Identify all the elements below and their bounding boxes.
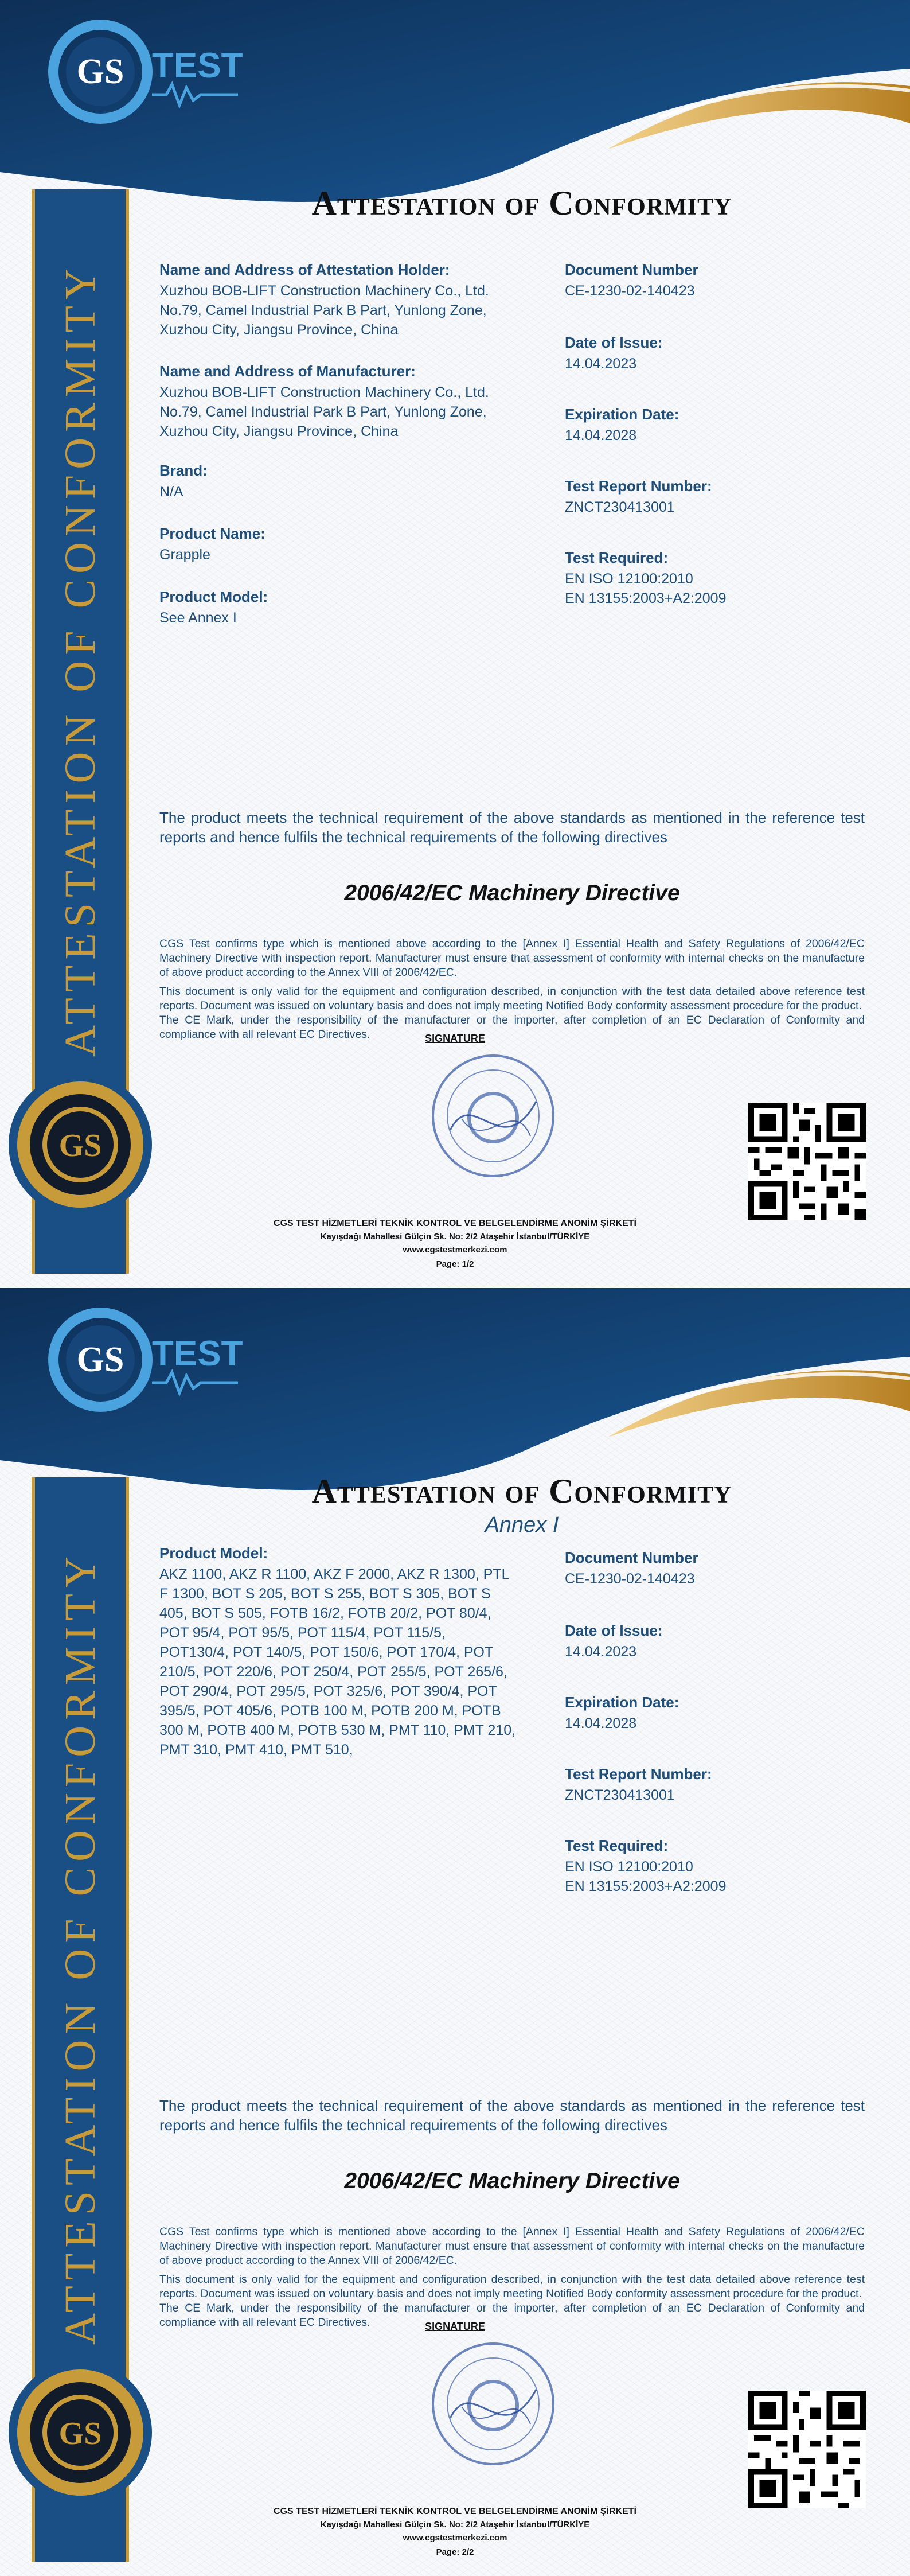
company-stamp-icon [427,2338,559,2470]
page-subtitle: Annex I [485,1513,559,1537]
product-model-value: See Annex I [159,610,237,626]
legal-paragraph: CGS Test confirms type which is mentioned above according to the [Annex I] Essential Health and Safety Regulations of 2006/42/EC Machinery Directive with inspection report. Manufacturer must ensure that assessment of conformity with internal checks on the manufacture of above product according to the Annex VIII of 2006/42/EC. [159,2225,865,2267]
cgs-gold-seal-icon [6,1070,155,1219]
test-report-label: Test Report Number: [565,1765,712,1783]
expiration-date-value: 14.04.2028 [565,427,637,443]
legal-paragraph: This document is only valid for the equipment and configuration described, in conjunction with the test data detailed above reference test reports. Document was issued on voluntary basis and does not imply meeting Notified Body conformity assessment procedure for the product. The CE Mark, under the responsibility of the manufacturer or the importer, after completion of an EC Declaration of Conformity and compliance with all relevant EC Directives. [159,985,865,1041]
test-required-label: Test Required: [565,549,669,566]
company-stamp-icon [427,1050,559,1182]
signature-label: SIGNATURE [425,2321,485,2332]
issue-date-value: 14.04.2023 [565,1644,637,1660]
logo-word: TEST [152,46,243,85]
document-number-label: Document Number [565,261,698,278]
logo-letters: GS [76,1340,124,1379]
brand-value: N/A [159,484,183,500]
brand-label: Brand: [159,462,208,479]
sidebar-vertical-title: ATTESTATION OF CONFORMITY [56,1551,104,2345]
footer-address: Kayışdağı Mahallesi Gülçin Sk. No: 2/2 Ataşehir İstanbul/TÜRKİYE [320,1232,590,1242]
page-title: Attestation of Conformity [311,1472,732,1510]
footer-website[interactable]: www.cgstestmerkezi.com [403,1245,507,1255]
directive-title: 2006/42/EC Machinery Directive [344,881,680,905]
manufacturer-value: Xuzhou BOB-LIFT Construction Machinery Co., Ltd. No.79, Camel Industrial Park B Part, Yunlong Zone, Xuzhou City, Jiangsu Province, China [159,384,489,439]
standards-statement: The product meets the technical requirement of the above standards as mentioned in the reference test reports and hence fulfils the technical requirements of the following directives [159,809,865,846]
cgs-test-logo [43,9,249,141]
page-number: Page: 2/2 [436,2547,474,2557]
expiration-date-label: Expiration Date: [565,1694,679,1711]
test-required-label: Test Required: [565,1837,669,1854]
expiration-date-value: 14.04.2028 [565,1715,637,1731]
qr-code-icon [748,1103,866,1220]
document-number-value: CE-1230-02-140423 [565,283,695,299]
issue-date-value: 14.04.2023 [565,356,637,372]
sidebar-vertical-title: ATTESTATION OF CONFORMITY [56,263,104,1057]
document-number-label: Document Number [565,1549,698,1566]
cgs-test-logo [43,1297,249,1429]
product-model-list: AKZ 1100, AKZ R 1100, AKZ F 2000, AKZ R 1300, PTL F 1300, BOT S 205, BOT S 255, BOT S 305, BOT S 405, BOT S 505, FOTB 16/2, FOTB 20/2, POT 80/4, POT 95/4, POT 95/5, POT 115/4, POT 115/5, POT130/4, POT 140/5, POT 150/6, POT 170/4, POT 210/5, POT 220/6, POT 250/4, POT 255/5, POT 265/6, POT 290/4, POT 295/5, POT 325/6, POT 390/4, POT 395/5, POT 405/6, POTB 100 M, POTB 200 M, POTB 300 M, POTB 400 M, POTB 530 M, PMT 110, PMT 210, PMT 310, PMT 410, PMT 510, [159,1566,516,1758]
product-model-label: Product Model: [159,1544,268,1562]
test-report-value: ZNCT230413001 [565,1787,675,1803]
test-required-value: EN ISO 12100:2010 EN 13155:2003+A2:2009 [565,1859,727,1894]
svg-text:GS: GS [58,1128,102,1164]
cgs-gold-seal-icon [6,2358,155,2507]
signature-label: SIGNATURE [425,1033,485,1044]
product-name-label: Product Name: [159,525,265,542]
footer-company: CGS TEST HİZMETLERİ TEKNİK KONTROL VE BELGELENDİRME ANONİM ŞİRKETİ [274,2507,636,2516]
issue-date-label: Date of Issue: [565,1622,663,1639]
svg-text:GS: GS [58,2416,102,2452]
directive-title: 2006/42/EC Machinery Directive [344,2169,680,2193]
holder-label: Name and Address of Attestation Holder: [159,261,450,278]
test-required-value: EN ISO 12100:2010 EN 13155:2003+A2:2009 [565,571,727,606]
standards-statement: The product meets the technical requirement of the above standards as mentioned in the reference test reports and hence fulfils the technical requirements of the following directives [159,2097,865,2134]
product-model-label: Product Model: [159,588,268,605]
footer-address: Kayışdağı Mahallesi Gülçin Sk. No: 2/2 Ataşehir İstanbul/TÜRKİYE [320,2520,590,2530]
issue-date-label: Date of Issue: [565,334,663,351]
product-name-value: Grapple [159,547,210,563]
document-number-value: CE-1230-02-140423 [565,1571,695,1587]
legal-paragraph: CGS Test confirms type which is mentioned above according to the [Annex I] Essential Health and Safety Regulations of 2006/42/EC Machinery Directive with inspection report. Manufacturer must ensure that assessment of conformity with internal checks on the manufacture of above product according to the Annex VIII of 2006/42/EC. [159,937,865,979]
logo-word: TEST [152,1334,243,1373]
manufacturer-label: Name and Address of Manufacturer: [159,363,416,380]
expiration-date-label: Expiration Date: [565,406,679,423]
holder-value: Xuzhou BOB-LIFT Construction Machinery Co., Ltd. No.79, Camel Industrial Park B Part, Yunlong Zone, Xuzhou City, Jiangsu Province, China [159,283,489,338]
legal-paragraph: This document is only valid for the equipment and configuration described, in conjunction with the test data detailed above reference test reports. Document was issued on voluntary basis and does not imply meeting Notified Body conformity assessment procedure for the product. The CE Mark, under the responsibility of the manufacturer or the importer, after completion of an EC Declaration of Conformity and compliance with all relevant EC Directives. [159,2273,865,2329]
certificate-page-2 [0,1288,910,2576]
test-report-label: Test Report Number: [565,477,712,495]
footer-website[interactable]: www.cgstestmerkezi.com [403,2533,507,2543]
qr-code-icon [748,2391,866,2508]
page-title: Attestation of Conformity [311,184,732,222]
logo-letters: GS [76,52,124,91]
page-number: Page: 1/2 [436,1259,474,1269]
test-report-value: ZNCT230413001 [565,499,675,515]
footer-company: CGS TEST HİZMETLERİ TEKNİK KONTROL VE BELGELENDİRME ANONİM ŞİRKETİ [274,1219,636,1228]
